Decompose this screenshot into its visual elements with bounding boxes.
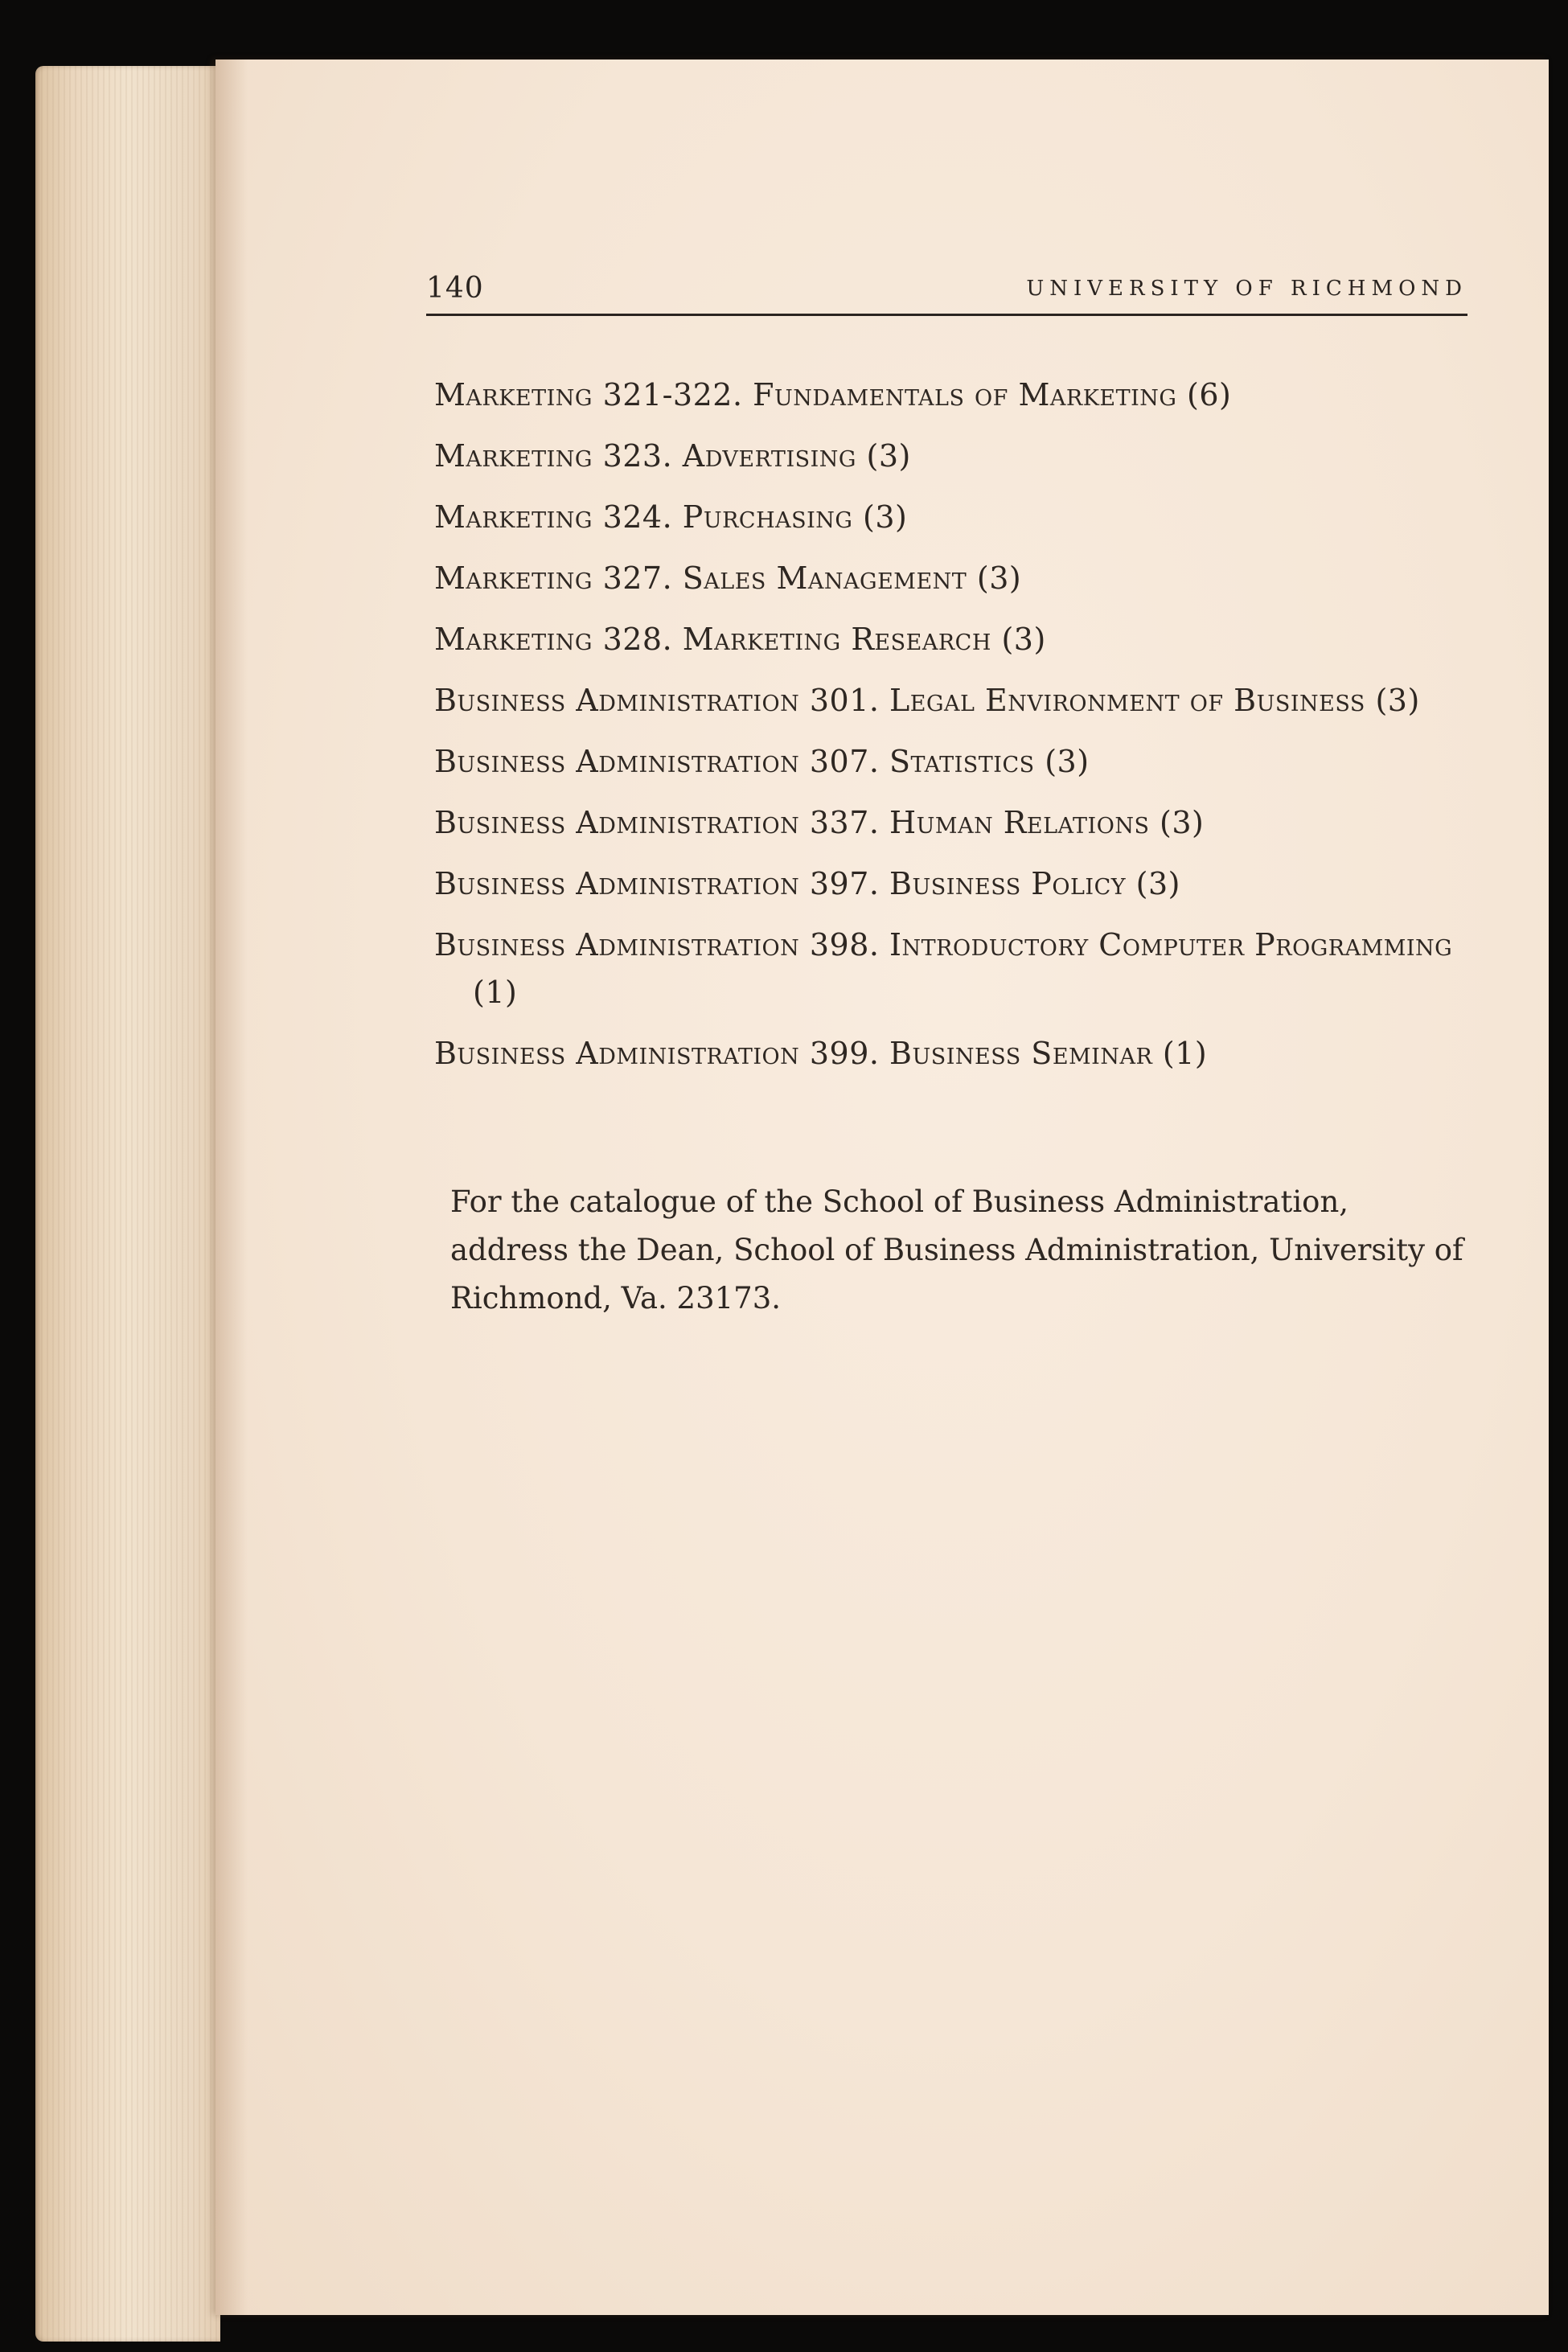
running-head: UNIVERSITY OF RICHMOND — [1026, 277, 1467, 301]
page-number: 140 — [426, 272, 484, 305]
course-entry: Marketing 327. Sales Management (3) — [434, 560, 1022, 596]
page-header — [426, 265, 1467, 316]
course-list — [434, 371, 1463, 1091]
course-entry: Business Administration 399. Business Seminar (1) — [434, 1036, 1208, 1071]
course-entry: Business Administration 337. Human Relations (3) — [434, 805, 1205, 840]
course-entry: Marketing 323. Advertising (3) — [434, 438, 911, 474]
course-entry: Business Administration 307. Statistics (3) — [434, 744, 1090, 779]
course-entry: Marketing 328. Marketing Research (3) — [434, 622, 1046, 657]
course-entry: Business Administration 398. Introductory Computer Programming (1) — [434, 927, 1453, 1010]
spine-shadow — [215, 60, 248, 2315]
course-entry: Marketing 321-322. Fundamentals of Marketing (6) — [434, 377, 1232, 413]
course-entry: Marketing 324. Purchasing (3) — [434, 499, 908, 535]
page-stack-edges — [35, 66, 220, 2342]
course-entry: Business Administration 301. Legal Environment of Business (3) — [434, 683, 1420, 718]
catalogue-note: For the catalogue of the School of Business Administration, address the Dean, School of Business Administration, University of Richmond, Va. 23173. — [450, 1184, 1463, 1316]
course-entry: Business Administration 397. Business Policy (3) — [434, 866, 1180, 901]
